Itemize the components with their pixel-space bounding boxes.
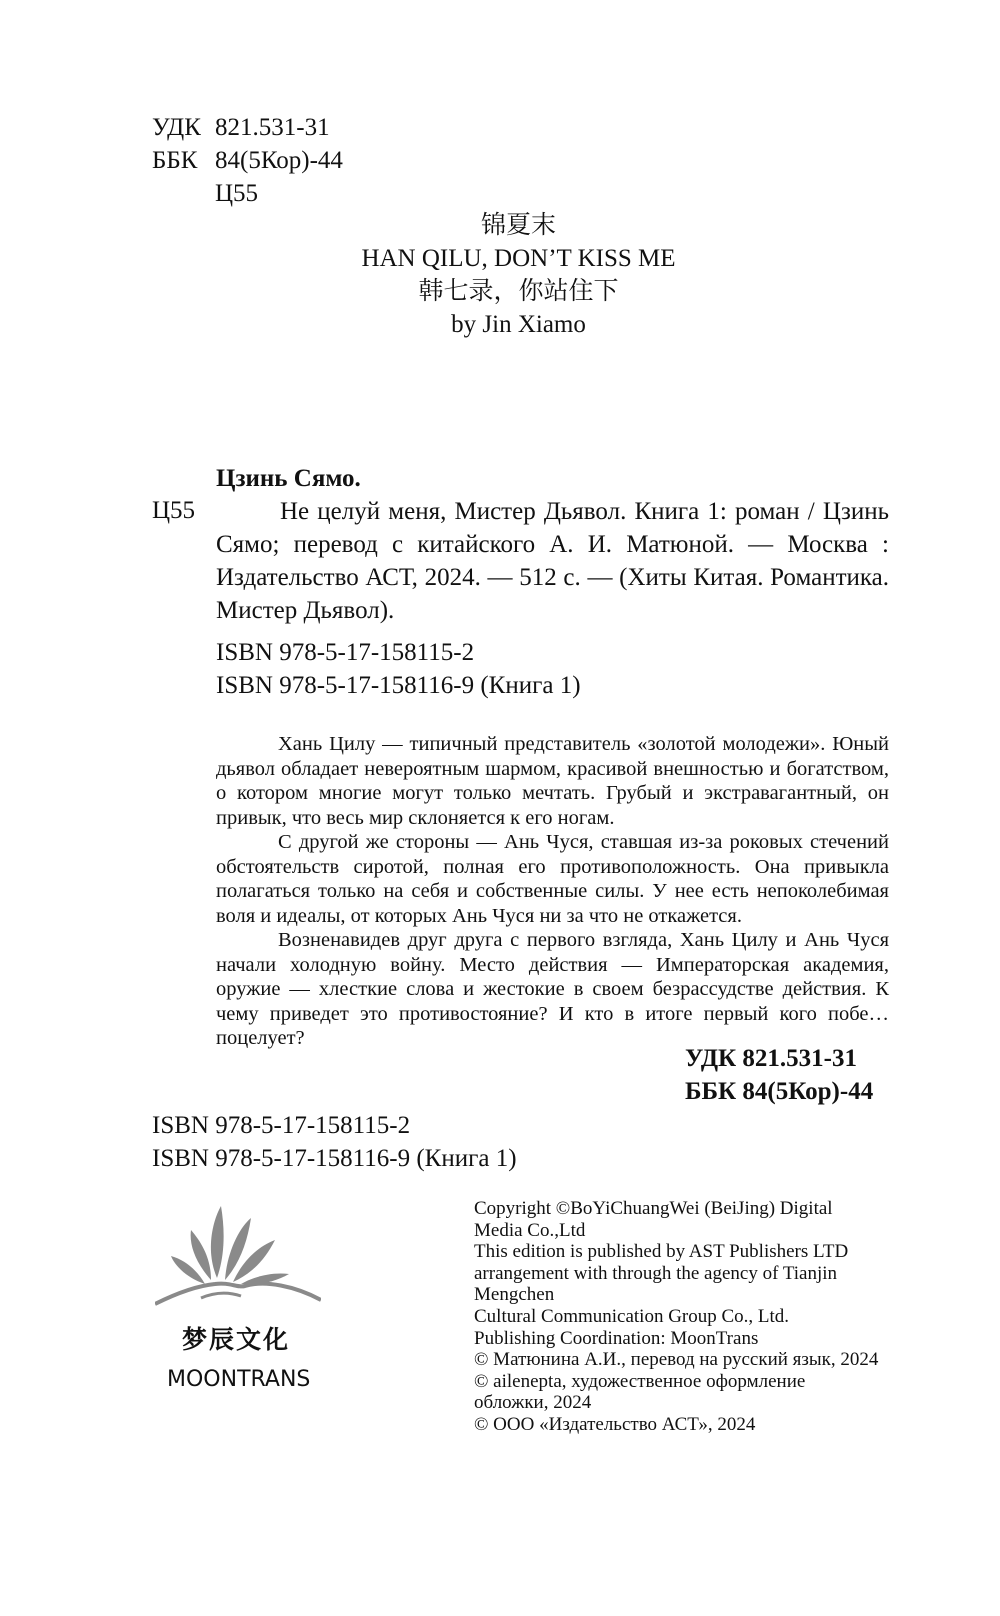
bbk-bold: ББК 84(5Кор)-44 bbox=[685, 1078, 874, 1105]
copyright-line: Publishing Coordination: MoonTrans bbox=[474, 1327, 759, 1349]
lotus-mountain-icon bbox=[155, 1200, 321, 1306]
isbn-record-1: ISBN 978-5-17-158115-2 bbox=[216, 639, 475, 666]
copyright-line: © ООО «Издательство АСТ», 2024 bbox=[474, 1413, 756, 1435]
original-title-en: HAN QILU, DON’T KISS ME bbox=[361, 245, 676, 272]
copyright-line: arrangement with through the agency of Tianjin bbox=[474, 1262, 838, 1284]
udk-label: УДК bbox=[152, 114, 201, 141]
copyright-line: Media Co.,Ltd bbox=[474, 1219, 586, 1241]
annotation-paragraph: С другой же стороны — Ань Чуся, ставшая из-за роковых стечений обстоятельств сиротой, полная его противоположность. Она привыкла полагаться только на себя и собственные силы. У нее есть непоколебимая воля и идеалы, от которых Ань Чуся ни за что не откажется. bbox=[216, 831, 889, 927]
isbn-bottom-2: ISBN 978-5-17-158116-9 (Книга 1) bbox=[152, 1145, 517, 1172]
udk-value: 821.531-31 bbox=[215, 114, 330, 141]
udk-line bbox=[152, 112, 330, 143]
copyright-line: Cultural Communication Group Co., Ltd. bbox=[474, 1305, 790, 1327]
bibliographic-description: Не целуй меня, Мистер Дьявол. Книга 1: роман / Цзинь Сямо; перевод с китайского А. И. Матюной. — Москва : Издательство АСТ, 2024. — 512 с. — (Хиты Китая. Романтика. Мистер Дьявол). bbox=[216, 498, 889, 624]
copyright-line: This edition is published by AST Publishers LTD bbox=[474, 1241, 849, 1263]
logo-latin-text: MOONTRANS bbox=[167, 1367, 311, 1392]
copyright-line: © ailenepta, художественное оформление bbox=[474, 1370, 806, 1392]
logo-chinese-text: 梦辰文化 bbox=[182, 1325, 291, 1354]
copyright-line: Copyright ©BoYiChuangWei (BeiJing) Digital bbox=[474, 1198, 833, 1219]
original-author-cn: 锦夏末 bbox=[480, 212, 556, 239]
author-heading: Цзинь Сямо. bbox=[216, 465, 361, 492]
annotation bbox=[216, 732, 889, 1051]
copyright-block bbox=[474, 1198, 894, 1436]
isbn-bottom-1: ISBN 978-5-17-158115-2 bbox=[152, 1112, 411, 1139]
original-title-cn: 韩七录，你站住下 bbox=[418, 278, 619, 305]
isbn-record-2: ISBN 978-5-17-158116-9 (Книга 1) bbox=[216, 672, 581, 699]
annotation-paragraph: Возненавидев друг друга с первого взгляда, Хань Цилу и Ань Чуся начали холодную войну. Место действия — Императорская академия, оружие — хлесткие слова и жестокие в своем безрассудстве действия. К чему приведет это противостояние? И кто в итоге первый кого побе… поцелует? bbox=[216, 929, 889, 1049]
annotation-paragraph: Хань Цилу — типичный представитель «золотой молодежи». Юный дьявол обладает невероятным шармом, красивой внешностью и богатством, о котором многие могут только мечтать. Грубый и экстравагантный, он привык, что весь мир склоняется к его ногам. bbox=[216, 733, 889, 829]
author-code: Ц55 bbox=[215, 180, 259, 207]
bbk-line bbox=[152, 145, 343, 176]
udk-bold: УДК 821.531-31 bbox=[685, 1045, 857, 1072]
copyright-line: обложки, 2024 bbox=[474, 1392, 592, 1414]
record-code: Ц55 bbox=[152, 497, 196, 524]
copyright-line: Mengchen bbox=[474, 1284, 555, 1306]
bbk-label: ББК bbox=[152, 147, 198, 174]
original-byline: by Jin Xiamo bbox=[451, 311, 586, 338]
bbk-value: 84(5Кор)-44 bbox=[215, 147, 343, 174]
copyright-line: © Матюнина А.И., перевод на русский язык, 2024 bbox=[474, 1349, 879, 1371]
